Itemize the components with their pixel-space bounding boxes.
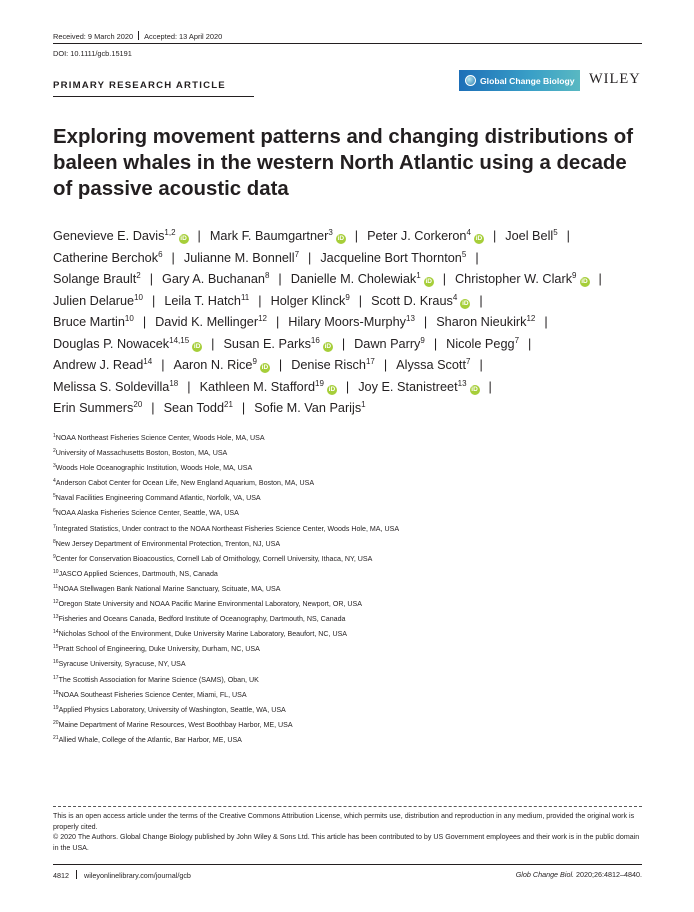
author-affiliation-number: 17 xyxy=(365,357,375,366)
affiliation-number: 7 xyxy=(53,523,56,530)
affiliation-number: 14 xyxy=(53,629,59,636)
orcid-icon[interactable]: iD xyxy=(193,342,201,350)
author-separator: | xyxy=(598,272,602,286)
author[interactable] xyxy=(164,401,233,415)
author-line xyxy=(53,248,645,270)
author-line xyxy=(53,398,645,420)
author-name: Denise Risch xyxy=(291,358,366,372)
author-separator: | xyxy=(354,229,359,243)
author-name: Erin Summers xyxy=(53,401,134,415)
author[interactable] xyxy=(446,337,519,351)
author-separator: | xyxy=(345,379,350,394)
author[interactable] xyxy=(53,358,152,372)
affiliation-number: 6 xyxy=(53,508,56,515)
publisher-logo[interactable]: WILEY xyxy=(589,71,641,87)
author-affiliation-number: 14,15 xyxy=(169,335,190,345)
affiliation-text: Pratt School of Engineering, Duke University, Durham, NC, USA xyxy=(58,645,260,654)
author-name: Mark F. Baumgartner xyxy=(209,229,329,243)
orcid-icon[interactable]: iD xyxy=(324,342,332,350)
affiliation-text: University of Massachusetts Boston, Boston, MA, USA xyxy=(55,449,228,458)
affiliation-text: Syracuse University, Syracuse, NY, USA xyxy=(58,660,186,669)
citation xyxy=(516,870,642,879)
author-affiliation-number: 10 xyxy=(134,292,144,302)
affiliation-number: 11 xyxy=(53,583,59,590)
author[interactable] xyxy=(210,229,346,243)
author[interactable] xyxy=(155,315,267,329)
author-separator: | xyxy=(278,272,282,286)
author-affiliation-number: 21 xyxy=(224,400,233,409)
author[interactable] xyxy=(53,229,189,243)
affiliation xyxy=(53,733,643,748)
author-name: Genevieve E. Davis xyxy=(53,229,165,243)
affiliation-text: Allied Whale, College of the Atlantic, Bar Harbor, ME, USA xyxy=(58,735,242,744)
orcid-icon[interactable]: iD xyxy=(462,299,469,307)
author-separator: | xyxy=(475,250,479,265)
author[interactable] xyxy=(371,294,470,308)
author-name: Jacqueline Bort Thornton xyxy=(320,250,462,265)
affiliation-number: 8 xyxy=(53,538,56,545)
page-number: 4812 xyxy=(53,871,69,880)
affiliation-text: NOAA Alaska Fisheries Science Center, Seattle, WA, USA xyxy=(55,509,239,518)
author-separator: | xyxy=(479,293,483,308)
affiliation-number: 3 xyxy=(53,463,56,470)
orcid-icon[interactable]: iD xyxy=(337,235,345,242)
author-name: Dawn Parry xyxy=(354,336,421,351)
orcid-icon[interactable]: iD xyxy=(261,364,269,371)
author-affiliation-number: 9 xyxy=(420,335,425,345)
author-separator: | xyxy=(187,379,191,394)
author-separator: | xyxy=(423,315,428,329)
author-separator: | xyxy=(492,229,497,243)
author-line xyxy=(53,355,645,377)
author-affiliation-number: 12 xyxy=(526,314,536,323)
author-separator: | xyxy=(258,293,262,308)
citation-rest: 2020;26:4812–4840. xyxy=(574,870,642,879)
author[interactable] xyxy=(367,229,484,243)
affiliation xyxy=(53,597,643,612)
affiliation-text: Integrated Statistics, Under contract to the NOAA Northeast Fisheries Science Center, Woods Hole, MA, USA xyxy=(55,524,400,533)
author-affiliation-number: 9 xyxy=(345,292,350,302)
author-affiliation-number: 18 xyxy=(169,378,179,388)
author[interactable] xyxy=(396,358,470,372)
affiliation xyxy=(53,567,643,582)
affiliation xyxy=(53,673,643,688)
affiliation-number: 19 xyxy=(53,704,59,711)
author-separator: | xyxy=(152,293,156,308)
affiliation-number: 12 xyxy=(53,599,59,606)
affiliation xyxy=(53,506,643,521)
author-name: Susan E. Parks xyxy=(223,336,311,351)
author-name: Kathleen M. Stafford xyxy=(199,379,315,394)
author-affiliation-number: 7 xyxy=(294,249,300,259)
author-name: Leila T. Hatch xyxy=(164,293,241,308)
author-name: Joel Bell xyxy=(505,229,554,243)
affiliation-text: Oregon State University and NOAA Pacific Marine Environmental Laboratory, Newport, OR, USA xyxy=(58,600,363,609)
affiliation xyxy=(53,491,643,506)
author-line xyxy=(53,334,645,356)
author-affiliation-number: 4 xyxy=(466,228,471,237)
author-line xyxy=(53,269,645,291)
affiliation-number: 1 xyxy=(53,433,56,439)
author[interactable] xyxy=(53,337,202,351)
author-separator: | xyxy=(275,315,280,329)
author-name: Melissa S. Soldevilla xyxy=(53,379,170,394)
author[interactable] xyxy=(200,380,337,394)
orcid-icon[interactable]: iD xyxy=(180,235,187,242)
author-affiliation-number: 4 xyxy=(452,292,458,302)
article-title: Exploring movement patterns and changing distributions of baleen whales in the western North Atlantic using a decade of passive acoustic data xyxy=(53,126,634,200)
author-separator: | xyxy=(544,315,548,329)
author-separator: | xyxy=(142,315,147,329)
affiliation-number: 4 xyxy=(53,478,56,485)
author[interactable] xyxy=(53,272,141,286)
article-type: PRIMARY RESEARCH ARTICLE xyxy=(53,80,226,91)
author-affiliation-number: 7 xyxy=(514,335,520,345)
author-separator: | xyxy=(161,358,165,372)
affiliation-number: 2 xyxy=(53,448,56,455)
author[interactable] xyxy=(53,315,134,329)
author-name: Nicole Pegg xyxy=(446,336,515,351)
author[interactable] xyxy=(436,315,535,329)
author-name: Danielle M. Cholewiak xyxy=(290,272,417,286)
author-name: Sean Todd xyxy=(163,401,225,415)
author-name: Hilary Moors-Murphy xyxy=(288,315,407,329)
author-name: Catherine Berchok xyxy=(53,250,159,265)
author-name: David K. Mellinger xyxy=(155,315,259,329)
author-line xyxy=(53,226,645,248)
orcid-icon[interactable]: iD xyxy=(328,385,336,393)
journal-logo[interactable] xyxy=(459,70,580,91)
affiliation-text: Woods Hole Oceanographic Institution, Woods Hole, MA, USA xyxy=(55,464,253,473)
accepted-date: Accepted: 13 April 2020 xyxy=(144,32,223,41)
author[interactable] xyxy=(455,272,590,286)
author-name: Christopher W. Clark xyxy=(455,272,573,286)
author[interactable] xyxy=(291,272,434,286)
orcid-icon[interactable]: iD xyxy=(471,385,478,393)
affiliation-number: 16 xyxy=(53,659,59,666)
journal-logo-text: Global Change Biology xyxy=(480,75,575,86)
affiliation xyxy=(53,446,643,461)
header-dates xyxy=(53,31,222,41)
author[interactable] xyxy=(288,315,415,329)
affiliation-text: Naval Facilities Engineering Command Atlantic, Norfolk, VA, USA xyxy=(55,494,261,503)
author-name: Julien Delarue xyxy=(53,293,135,308)
author-name: Bruce Martin xyxy=(53,315,125,329)
copyright-text: © 2020 The Authors. Global Change Biology published by John Wiley & Sons Ltd. This article has been contributed to by US Government employees and their work is in the public domain in the USA. xyxy=(53,833,640,852)
author-separator: | xyxy=(479,358,483,372)
author-name: Julianne M. Bonnell xyxy=(183,250,295,265)
author[interactable] xyxy=(320,251,466,265)
header-divider xyxy=(138,31,139,40)
header-rule xyxy=(53,43,642,44)
received-date: Received: 9 March 2020 xyxy=(53,32,134,41)
author[interactable] xyxy=(358,380,479,394)
author[interactable] xyxy=(354,337,425,351)
affiliation-text: Fisheries and Oceans Canada, Bedford Institute of Oceanography, Dartmouth, NS, Canada xyxy=(58,615,346,624)
author[interactable] xyxy=(184,251,299,265)
article-type-rule xyxy=(53,96,254,97)
author-separator: | xyxy=(488,379,492,394)
author-affiliation-number: 1,2 xyxy=(164,228,176,237)
license-text: This is an open access article under the terms of the Creative Commons Attribution License, which permits use, distribution and reproduction in any medium, provided the original work is properly cited. xyxy=(53,812,635,831)
affiliation-text: NOAA Northeast Fisheries Science Center, Woods Hole, MA, USA xyxy=(55,434,265,442)
author-affiliation-number: 14 xyxy=(143,357,153,366)
author-affiliation-number: 8 xyxy=(264,271,270,280)
footnote-rule xyxy=(53,806,642,807)
author-affiliation-number: 19 xyxy=(315,378,324,388)
author-separator: | xyxy=(358,293,363,308)
affiliation-text: Center for Conservation Bioacoustics, Cornell Lab of Ornithology, Cornell University, Ithaca, NY, USA xyxy=(55,554,373,563)
author-affiliation-number: 6 xyxy=(158,249,163,259)
author[interactable] xyxy=(291,358,375,372)
author-separator: | xyxy=(151,401,155,415)
affiliation xyxy=(53,476,643,491)
affiliation-number: 13 xyxy=(53,614,59,621)
affiliation-text: Anderson Cabot Center for Ocean Life, New England Aquarium, Boston, MA, USA xyxy=(55,479,315,488)
author-separator: | xyxy=(149,272,153,286)
author-separator: | xyxy=(433,336,438,351)
author-separator: | xyxy=(211,336,215,351)
author-name: Scott D. Kraus xyxy=(371,293,453,308)
author-affiliation-number: 9 xyxy=(572,271,577,280)
author-name: Holger Klinck xyxy=(270,293,346,308)
author-separator: | xyxy=(171,250,175,265)
author-affiliation-number: 5 xyxy=(461,249,467,259)
footer-rule xyxy=(53,864,642,865)
journal-url[interactable]: wileyonlinelibrary.com/journal/gcb xyxy=(84,871,191,880)
affiliation xyxy=(53,688,643,703)
affiliation-text: The Scottish Association for Marine Science (SAMS), Oban, UK xyxy=(58,675,259,684)
author[interactable] xyxy=(53,401,142,415)
author-separator: | xyxy=(528,336,532,351)
author[interactable] xyxy=(53,294,143,308)
author-name: Aaron N. Rice xyxy=(173,358,253,372)
author-name: Sharon Nieukirk xyxy=(436,315,527,329)
author-name: Joy E. Stanistreet xyxy=(358,379,458,394)
affiliation-number: 5 xyxy=(53,493,56,500)
author-affiliation-number: 13 xyxy=(406,314,415,323)
affiliation-text: New Jersey Department of Environmental Protection, Trenton, NJ, USA xyxy=(55,539,281,548)
author-affiliation-number: 7 xyxy=(465,357,471,366)
author-affiliation-number: 11 xyxy=(240,292,250,302)
author-affiliation-number: 13 xyxy=(457,378,467,388)
affiliation xyxy=(53,642,643,657)
author-name: Alyssa Scott xyxy=(396,358,466,372)
author-separator: | xyxy=(341,336,346,351)
affiliation xyxy=(53,627,643,642)
affiliation-text: NOAA Stellwagen Bank National Marine Sanctuary, Scituate, MA, USA xyxy=(58,584,281,593)
affiliation-text: Nicholas School of the Environment, Duke University Marine Laboratory, Beaufort, NC, USA xyxy=(58,630,348,639)
author[interactable] xyxy=(162,272,269,286)
author[interactable] xyxy=(164,294,249,308)
affiliation xyxy=(53,657,643,672)
affiliation xyxy=(53,552,643,567)
author-affiliation-number: 2 xyxy=(136,271,141,280)
author-affiliation-number: 3 xyxy=(328,228,333,237)
affiliation-text: Maine Department of Marine Resources, West Boothbay Harbor, ME, USA xyxy=(58,720,293,729)
affiliation-list xyxy=(53,431,643,748)
author[interactable] xyxy=(53,380,178,394)
affiliation-number: 17 xyxy=(53,674,59,681)
author-affiliation-number: 9 xyxy=(252,357,257,366)
footer-divider xyxy=(76,870,77,879)
author-affiliation-number: 20 xyxy=(133,400,143,409)
affiliation-number: 9 xyxy=(53,553,56,560)
author[interactable] xyxy=(505,229,557,243)
author-separator: | xyxy=(566,229,570,243)
author-name: Gary A. Buchanan xyxy=(161,272,265,286)
footnote xyxy=(53,811,643,853)
author-name: Solange Brault xyxy=(53,272,137,286)
affiliation-text: NOAA Southeast Fisheries Science Center, Miami, FL, USA xyxy=(58,690,247,699)
author[interactable] xyxy=(173,358,269,372)
author-affiliation-number: 1 xyxy=(361,400,366,409)
author-separator: | xyxy=(442,272,446,286)
author-line xyxy=(53,291,645,313)
author-list xyxy=(53,226,645,420)
author-separator: | xyxy=(278,358,283,372)
globe-icon xyxy=(465,75,476,86)
author-line xyxy=(53,312,645,334)
orcid-icon[interactable]: iD xyxy=(581,278,588,285)
author-name: Peter J. Corkeron xyxy=(367,229,467,243)
author-line xyxy=(53,377,645,399)
author-affiliation-number: 16 xyxy=(310,335,320,345)
affiliation-number: 10 xyxy=(53,568,59,575)
orcid-icon[interactable]: iD xyxy=(475,235,483,242)
author-separator: | xyxy=(241,401,246,415)
author-separator: | xyxy=(308,250,312,265)
orcid-icon[interactable]: iD xyxy=(425,278,432,285)
affiliation xyxy=(53,718,643,733)
affiliation-number: 18 xyxy=(53,689,59,696)
author-name: Andrew J. Read xyxy=(53,358,144,372)
author-affiliation-number: 5 xyxy=(553,228,558,237)
affiliation xyxy=(53,431,643,446)
author[interactable] xyxy=(223,337,332,351)
doi[interactable]: DOI: 10.1111/gcb.15191 xyxy=(53,49,132,58)
citation-journal: Glob Change Biol. xyxy=(515,870,575,879)
affiliation-number: 21 xyxy=(53,734,59,741)
author[interactable] xyxy=(254,401,365,415)
author-separator: | xyxy=(197,229,201,243)
affiliation xyxy=(53,703,643,718)
affiliation xyxy=(53,461,643,476)
author-name: Douglas P. Nowacek xyxy=(53,336,170,351)
affiliation xyxy=(53,537,643,552)
author-affiliation-number: 10 xyxy=(124,314,134,323)
author-name: Sofie M. Van Parijs xyxy=(254,401,362,415)
author-affiliation-number: 12 xyxy=(258,314,267,323)
affiliation-text: JASCO Applied Sciences, Dartmouth, NS, Canada xyxy=(58,569,218,578)
author[interactable] xyxy=(53,251,163,265)
affiliation xyxy=(53,522,643,537)
affiliation-text: Applied Physics Laboratory, University of Washington, Seattle, WA, USA xyxy=(58,705,286,714)
affiliation xyxy=(53,582,643,597)
author[interactable] xyxy=(271,294,350,308)
author-affiliation-number: 1 xyxy=(416,271,421,280)
author-separator: | xyxy=(383,358,388,372)
affiliation xyxy=(53,612,643,627)
affiliation-number: 15 xyxy=(53,644,59,651)
affiliation-number: 20 xyxy=(53,719,59,726)
